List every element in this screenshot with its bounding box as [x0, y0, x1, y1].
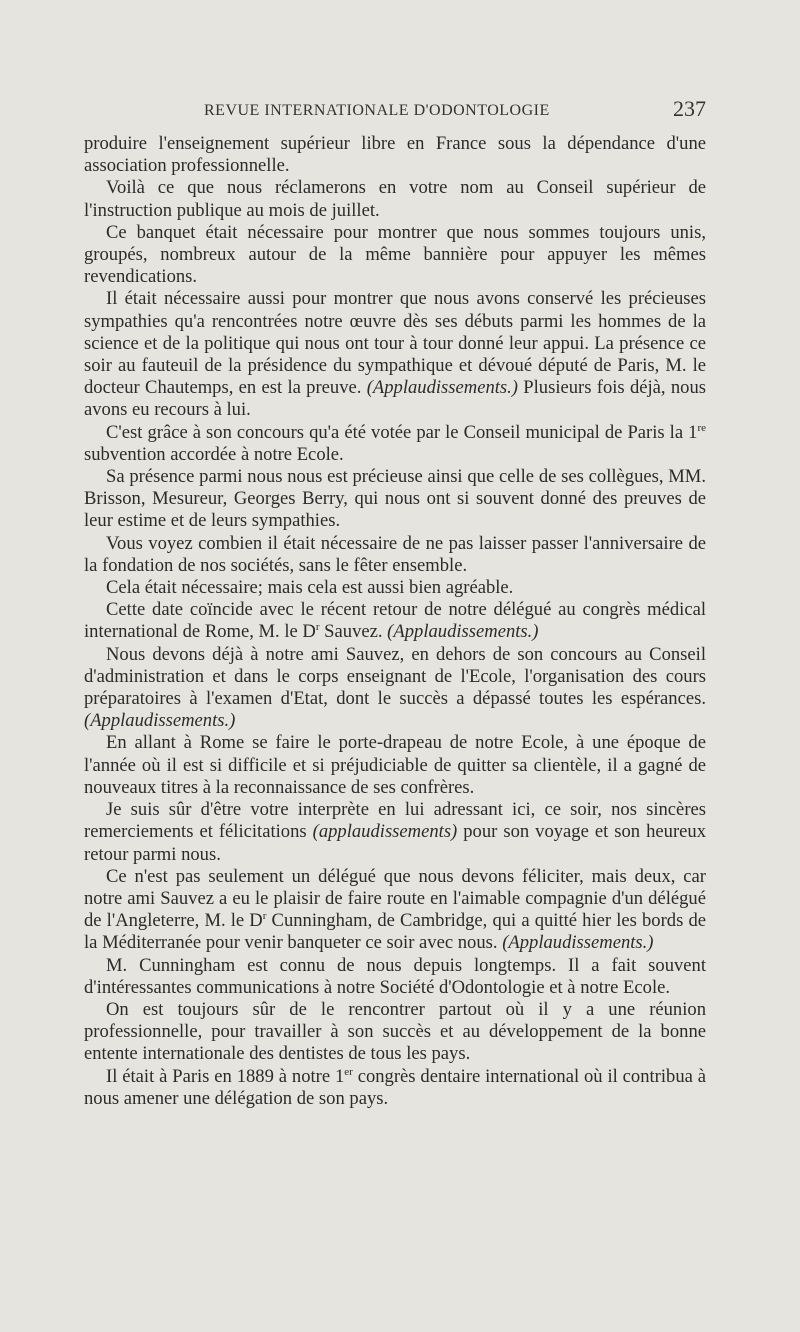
body-text: [84, 133, 706, 1110]
paragraph: Ce banquet était nécessaire pour montrer que nous sommes toujours unis, groupés, nombreux autour de la même bannière pour appuyer les mêmes revendications.: [84, 221, 706, 288]
applause-note: (Applaudissements.): [366, 377, 518, 399]
paragraph: Il était à Paris en 1889 à notre 1er congrès dentaire international où il contribua à nous amener une délégation de son pays.: [84, 1065, 706, 1109]
applause-note: (Applaudissements.): [502, 932, 654, 954]
paragraph: Vous voyez combien il était nécessaire de ne pas laisser passer l'anniversaire de la fondation de nos sociétés, sans le fêter ensemble.: [84, 532, 706, 576]
paragraph: produire l'enseignement supérieur libre en France sous la dépendance d'une association professionnelle.: [84, 133, 706, 177]
paragraph: En allant à Rome se faire le porte-drapeau de notre Ecole, à une époque de l'année où il est si difficile et si préjudiciable de quitter sa clientèle, il a gagné de nouveaux titres à la reconnaissance de ses confrères.: [84, 732, 706, 798]
paragraph: Nous devons déjà à notre ami Sauvez, en dehors de son concours au Conseil d'administration et dans le corps enseignant de l'Ecole, l'organisation des cours préparatoires à l'examen d'Etat, dont le succès a dépassé toutes les espérances. (Applaudissements.): [84, 643, 706, 732]
paragraph: Ce n'est pas seulement un délégué que nous devons féliciter, mais deux, car notre ami Sauvez a eu le plaisir de faire route en l'aimable compagnie d'un délégué de l'Angleterre, M. le $D^r$ Cunningham, de Cambridge, qui a quitté hier les bords de la Méditerranée pour venir banqueter ce soir avec nous. (Applaudissements.): [84, 865, 706, 954]
superscript: r: [262, 910, 267, 923]
superscript: r: [315, 621, 320, 634]
applause-note: (Applaudissements.): [387, 621, 539, 643]
applause-note: (Applaudissements.): [84, 710, 236, 732]
page-number: 237: [673, 96, 706, 121]
paragraph: M. Cunningham est connu de nous depuis longtemps. Il a fait souvent d'intéressantes communications à notre Société d'Odontologie et à notre Ecole.: [84, 954, 706, 998]
paragraph: Voilà ce que nous réclamerons en votre nom au Conseil supérieur de l'instruction publique au mois de juillet.: [84, 177, 706, 221]
running-head: REVUE INTERNATIONALE D'ODONTOLOGIE: [204, 102, 550, 119]
applause-note: (applaudissements): [312, 821, 458, 843]
paragraph: On est toujours sûr de le rencontrer partout où il y a une réunion professionnelle, pour travailler à son succès et au développement de la bonne entente internationale des dentistes de tous les pays.: [84, 998, 706, 1065]
paragraph: C'est grâce à son concours qu'a été votée par le Conseil municipal de Paris la 1re subvention accordée à notre Ecole.: [84, 421, 706, 465]
paragraph: Cela était nécessaire; mais cela est aussi bien agréable.: [106, 577, 514, 599]
paragraph: Cette date coïncide avec le récent retour de notre délégué au congrès médical international de Rome, M. le $D^r$ Sauvez. (Applaudissements.): [84, 599, 706, 643]
paragraph: Je suis sûr d'être votre interprète en lui adressant ici, ce soir, nos sincères remerciements et félicitations (applaudissements) pour son voyage et son heureux retour parmi nous.: [84, 799, 706, 865]
superscript: re: [697, 421, 706, 434]
paragraph: Il était nécessaire aussi pour montrer que nous avons conservé les précieuses sympathies qu'a rencontrées notre œuvre dès ses débuts parmi les hommes de la science et de la politique qui nous ont tour à tour donné leur appui. La présence ce soir au fauteuil de la présidence du sympathique et dévoué député de Paris, M. le docteur Chautemps, en est la preuve. (Applaudissements.) Plusieurs fois déjà, nous avons eu recours à lui.: [84, 288, 706, 421]
page-header: [84, 96, 706, 126]
superscript: er: [344, 1065, 353, 1078]
paragraph: Sa présence parmi nous nous est précieuse ainsi que celle de ses collègues, MM. Brisson, Mesureur, Georges Berry, qui nous ont si souvent donné des preuves de leur estime et de leurs sympathies.: [84, 466, 706, 532]
